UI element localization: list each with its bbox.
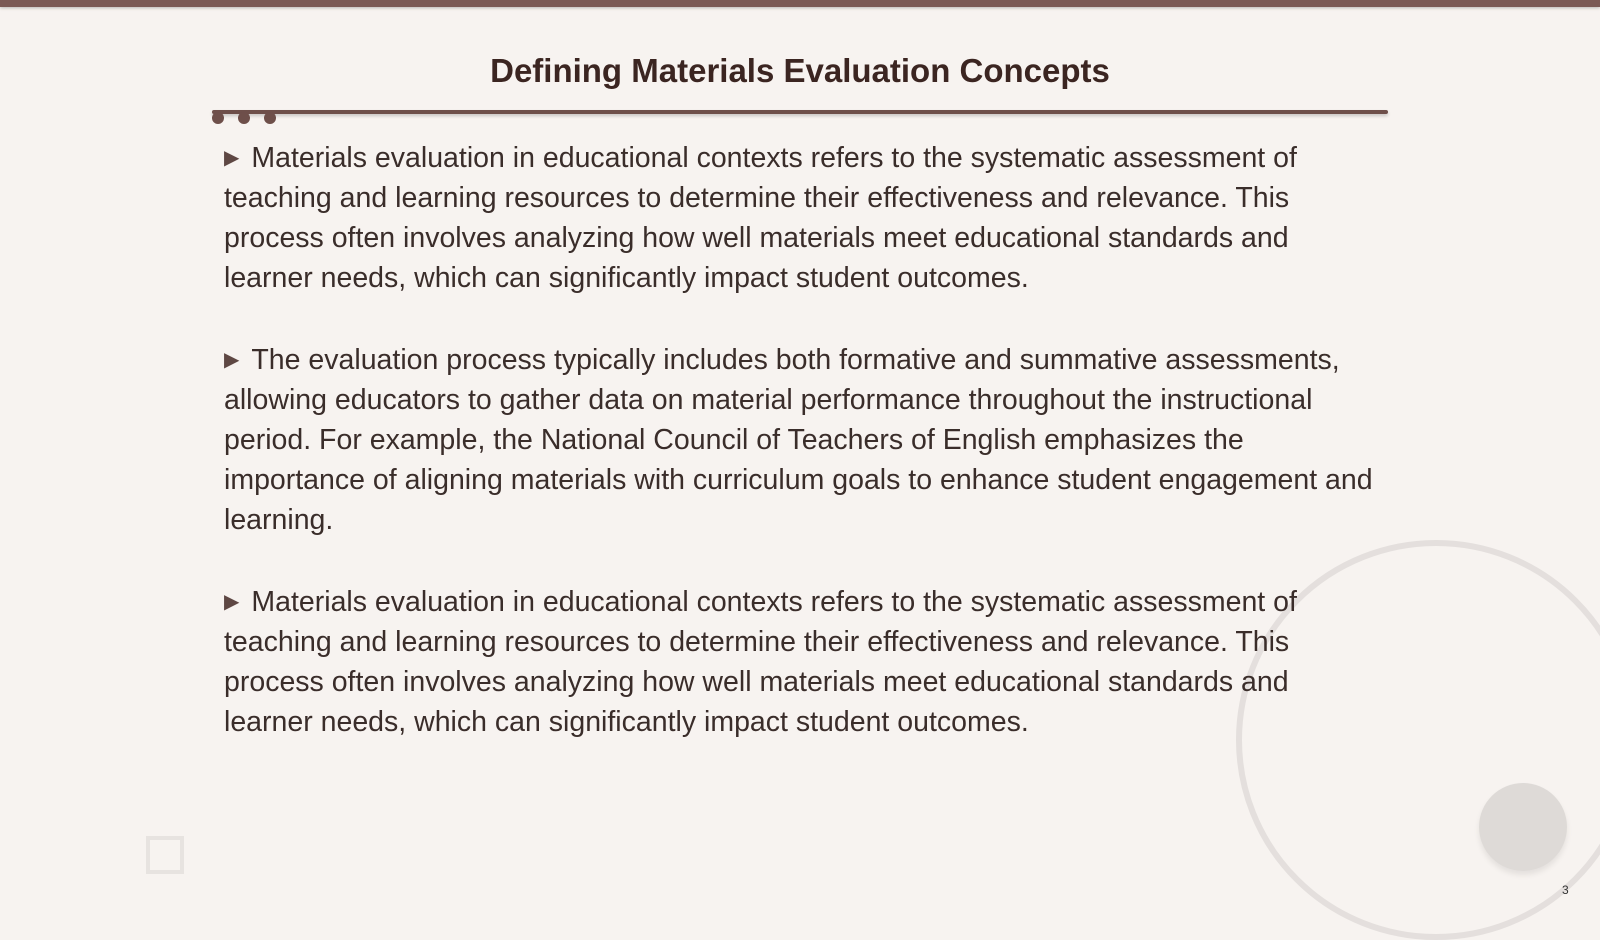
bullet-arrow-icon: ▶: [224, 591, 240, 613]
title-underline: [212, 110, 1388, 114]
decorative-dot-2: [238, 112, 250, 124]
paragraph-text: The evaluation process typically includes both formative and summative assessments, allowing educators to gather data on material performance throughout the instructional period. For example, the National Council of Teachers of English emphasizes the importance of aligning materials with curriculum goals to enhance student engagement and learning.: [224, 344, 1373, 536]
bullet-arrow-icon: ▶: [224, 349, 240, 371]
top-accent-bar: [0, 0, 1600, 7]
bullet-paragraph-1: [224, 138, 1384, 298]
bullet-paragraph-2: [224, 340, 1384, 540]
bullet-paragraph-3: [224, 582, 1384, 742]
slide-title: Defining Materials Evaluation Concepts: [490, 52, 1110, 89]
paragraph-text: Materials evaluation in educational contexts refers to the systematic assessment of teaching and learning resources to determine their effectiveness and relevance. This process often involves analyzing how well materials meet educational standards and learner needs, which can significantly impact student outcomes.: [224, 142, 1297, 294]
decorative-circle: [1479, 783, 1567, 871]
paragraph-text: Materials evaluation in educational contexts refers to the systematic assessment of teaching and learning resources to determine their effectiveness and relevance. This process often involves analyzing how well materials meet educational standards and learner needs, which can significantly impact student outcomes.: [224, 586, 1297, 738]
slide-body: [224, 138, 1384, 784]
decorative-dot-3: [264, 112, 276, 124]
bullet-arrow-icon: ▶: [224, 147, 240, 169]
decorative-dot-1: [212, 112, 224, 124]
decorative-square: [146, 836, 184, 874]
page-number: 3: [1562, 883, 1569, 897]
